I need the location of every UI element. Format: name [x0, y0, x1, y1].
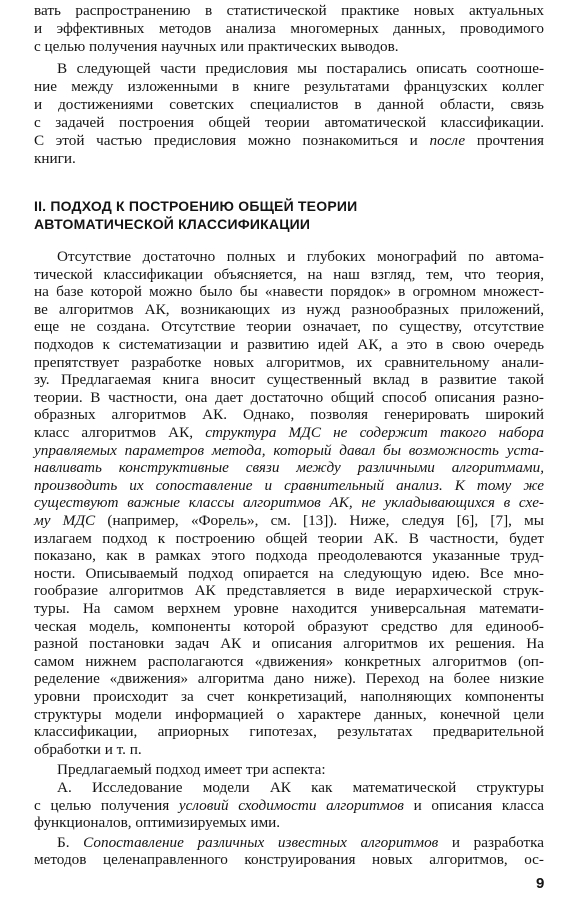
text-span: Б.: [57, 833, 84, 851]
text-line: вать распространению в статистической практике новых актуальных: [34, 2, 544, 19]
italic-text-line: навливать конструктивные связи между различными алгоритмами,: [34, 459, 544, 477]
text-line: книги.: [34, 150, 76, 167]
text-line: ности. Описываемый подход опирается на следующую идею. Все мно-: [34, 564, 544, 582]
text-line: и эффективных методов анализа многомерных данных, проводимого: [34, 20, 544, 37]
text-line: еще не создана. Отсутствие теории означает, по существу, отсутствие: [34, 318, 544, 336]
text-line: [34, 797, 544, 815]
text-span: класс алгоритмов АК,: [34, 424, 206, 441]
italic-text-line: производить их сопоставление и сравнительный анализ. К тому же: [34, 476, 544, 494]
text-line: [34, 132, 544, 150]
text-span: (например, «Форель», см. [13]). Ниже, следуя [6], [7], мы: [95, 512, 544, 529]
italic-text: условий сходимости алгоритмов: [178, 796, 404, 814]
text-line: уровни происходит за счет конкретизаций, наполняющих компоненты: [34, 688, 544, 705]
text-span: функционалов, оптимизируемых ими.: [34, 814, 281, 832]
text-span: методов целенаправленного конструирования новых алгоритмов, ос-: [34, 851, 544, 869]
text-line: подходов к систематизации и развитию идей АК, а это в свою очередь: [34, 336, 544, 353]
text-line: самом нижнем располагаются «движения» конкретных алгоритмов (оп-: [34, 652, 544, 670]
text-line: обработки и т. п.: [34, 740, 142, 758]
section-heading: АВТОМАТИЧЕСКОЙ КЛАССИФИКАЦИИ: [34, 216, 311, 232]
text-line: образных алгоритмов АК. Однако, позволяя генерировать широкий: [34, 406, 544, 424]
text-line: на базе которой можно было бы «навести порядок» в огромном множест-: [34, 283, 544, 301]
text-line: Предлагаемый подход имеет три аспекта:: [57, 761, 326, 779]
text-line: зу. Предлагаемая книга вносит существенный вклад в развитие такой: [34, 371, 544, 389]
italic-text: Сопоставление различных известных алгоритмов: [83, 833, 439, 851]
text-span: прочтения: [465, 132, 544, 149]
text-line: [34, 814, 544, 832]
text-span: и разработка: [438, 833, 544, 851]
text-span: и описания класса: [403, 796, 544, 814]
text-line: Отсутствие достаточно полных и глубоких монографий по автома-: [57, 248, 544, 265]
text-span: с целью получения: [34, 796, 179, 814]
text-line: туры. На самом верхнем уровне находится универсальная математи-: [34, 600, 544, 617]
italic-text-line: управляемых параметров метода, который давал бы возможность уста-: [34, 441, 544, 459]
text-line: и достижениями советских специалистов в данной области, связь: [34, 96, 544, 113]
text-span: С этой частью предисловия можно познакомиться и: [34, 132, 430, 149]
text-line: ределение «движения» алгоритма дано ниже). Переход на более низкие: [34, 670, 544, 688]
italic-text: после: [429, 132, 466, 149]
text-line: с задачей построения общей теории автоматической классификации.: [34, 114, 544, 131]
text-line: показано, как в рамках этого подхода преодолеваются указанные труд-: [34, 547, 544, 565]
text-line: ве алгоритмов АК, возникающих из нужд разнообразных приложений,: [34, 300, 544, 318]
text-line: ческая модель, компоненты которой образуют средство для единооб-: [34, 617, 544, 635]
italic-text-line: существуют важные классы алгоритмов АК, не укладывающихся в схе-: [34, 494, 544, 512]
section-heading: II. ПОДХОД К ПОСТРОЕНИЮ ОБЩЕЙ ТЕОРИИ: [34, 198, 358, 214]
text-line: ние между изложенными в книге результатами французских коллег: [34, 78, 544, 95]
text-line: [34, 512, 544, 530]
text-line: препятствует разработке новых алгоритмов, их сравнительному анали-: [34, 353, 544, 371]
text-line: излагаем подход к построению общей теории АК. В частности, будет: [34, 529, 544, 547]
text-line: теории. В частности, она дает достаточно общий способ описания разно-: [34, 388, 544, 406]
text-line: тической классификации объясняется, на наш взгляд, тем, что теория,: [34, 265, 544, 283]
text-line: [57, 834, 544, 852]
text-line: В следующей части предисловия мы постарались описать соотноше-: [57, 60, 544, 77]
text-span: А. Исследование модели АК как математической структуры: [57, 779, 544, 796]
italic-text: му МДС: [34, 512, 96, 529]
italic-text: структура МДС не содержит такого набора: [205, 424, 544, 441]
text-line: структуры модели информацией о характере данных, конечной цели: [34, 705, 544, 723]
page-number: 9: [536, 875, 545, 892]
text-line: [57, 779, 544, 797]
text-line: гообразие алгоритмов АК представляется в виде иерархической струк-: [34, 582, 544, 600]
text-line: разной постановки задач АК и описания алгоритмов их решения. На: [34, 635, 544, 653]
text-line: с целью получения научных или практических выводов.: [34, 38, 399, 55]
text-line: [34, 424, 544, 442]
text-line: [34, 851, 544, 869]
text-line: классификации, априорных гипотезах, результатах предварительной: [34, 723, 544, 741]
